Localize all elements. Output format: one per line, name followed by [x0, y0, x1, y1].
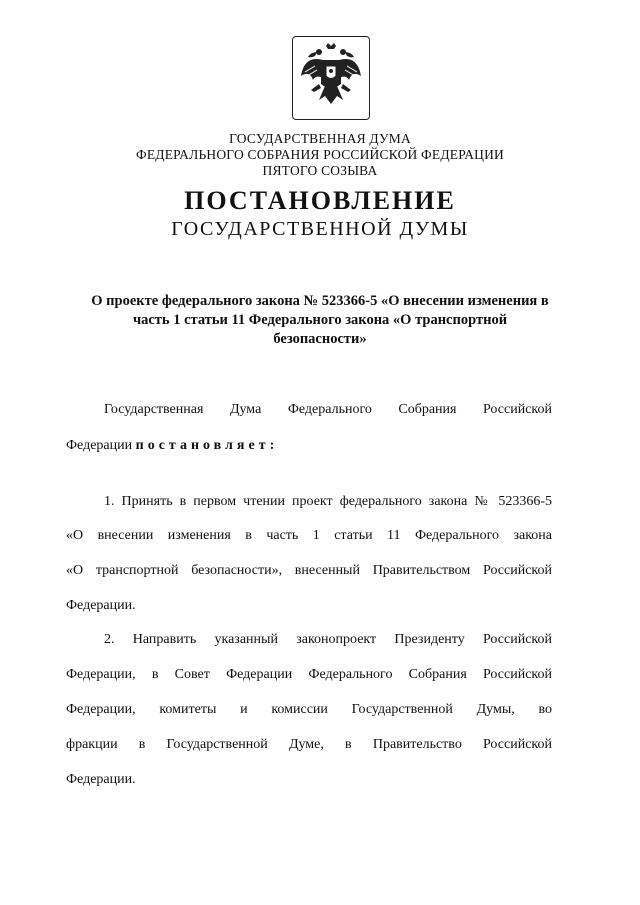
paragraph-2-line: 2. Направить указанный законопроект Президенту Российской: [104, 632, 552, 647]
document-issuer-title: ГОСУДАРСТВЕННОЙ ДУМЫ: [171, 218, 469, 240]
paragraph-1-line: Федерации.: [66, 598, 136, 613]
preamble-line: Государственная Дума Федерального Собрания Российской: [104, 402, 552, 417]
header-assembly: ФЕДЕРАЛЬНОГО СОБРАНИЯ РОССИЙСКОЙ ФЕДЕРАЦИИ: [136, 147, 504, 162]
paragraph-2-line: Федерации.: [66, 772, 136, 787]
paragraph-2-line: фракции в Государственной Думе, в Правительство Российской: [66, 737, 552, 752]
preamble-line: [66, 438, 552, 454]
resolution-subject: [66, 292, 574, 349]
resolves-keyword: постановляет:: [135, 438, 279, 453]
header-institution: ГОСУДАРСТВЕННАЯ ДУМА: [229, 131, 411, 146]
preamble-text: Федерации: [66, 438, 133, 453]
paragraph-2-line: Федерации, комитеты и комиссии Государственной Думы, во: [66, 702, 552, 717]
paragraph-1-line: 1. Принять в первом чтении проект федерального закона № 523366-5: [104, 494, 552, 509]
coat-of-arms-emblem: [292, 36, 370, 120]
paragraph-2-line: Федерации, в Совет Федерации Федерального Собрания Российской: [66, 667, 552, 682]
header-convocation: ПЯТОГО СОЗЫВА: [262, 163, 378, 178]
subject-line: О проекте федерального закона № 523366-5 «О внесении изменения в: [91, 293, 549, 309]
paragraph-1-line: «О внесении изменения в часть 1 статьи 11 Федерального закона: [66, 528, 552, 543]
document-type-title: ПОСТАНОВЛЕНИЕ: [184, 186, 456, 215]
subject-line: часть 1 статьи 11 Федерального закона «О транспортной: [132, 312, 508, 328]
paragraph-1-line: «О транспортной безопасности», внесенный Правительством Российской: [66, 563, 552, 578]
subject-line: безопасности»: [273, 331, 367, 347]
double-headed-eagle-icon: [299, 42, 363, 114]
